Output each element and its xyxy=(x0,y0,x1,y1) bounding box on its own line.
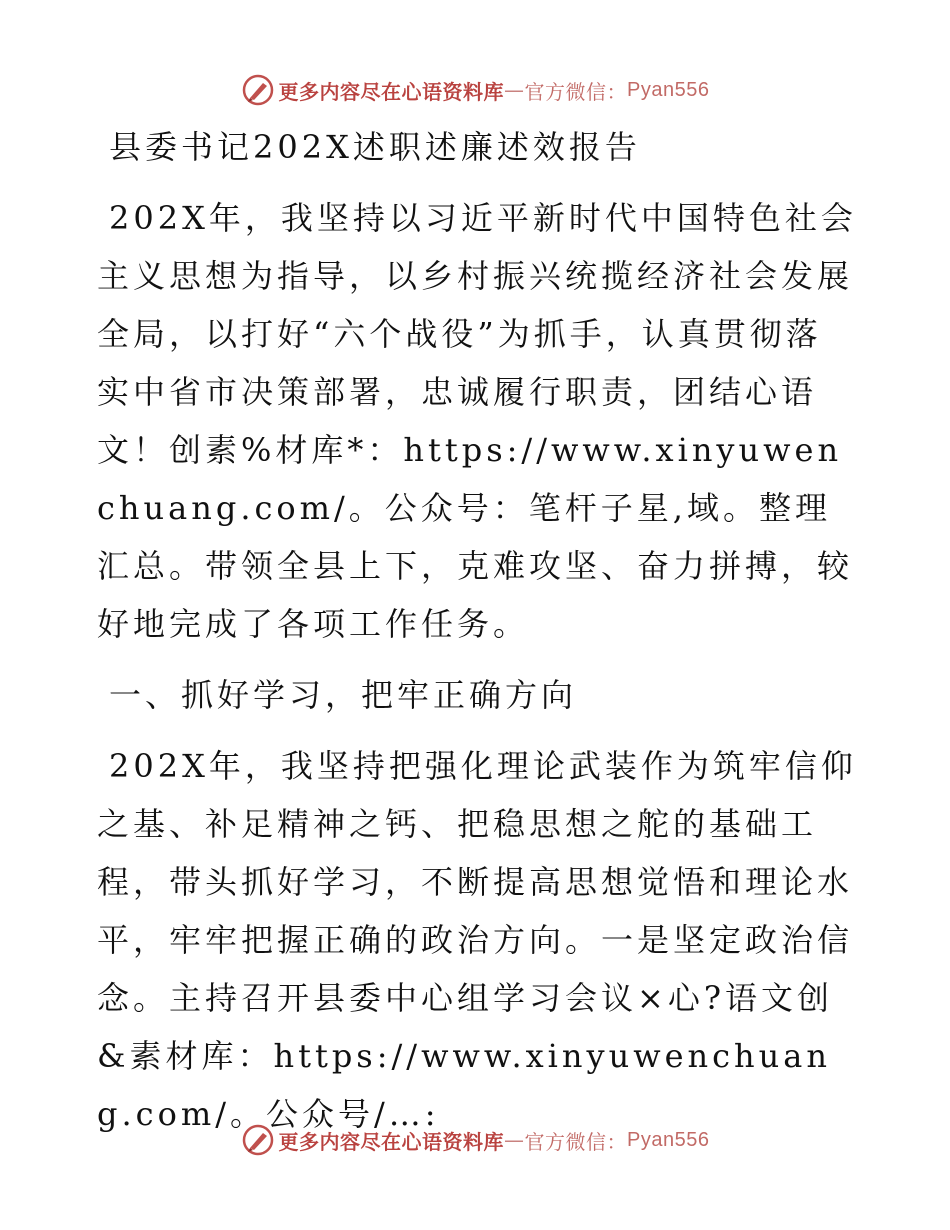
pen-logo-icon xyxy=(241,1123,275,1157)
spacer xyxy=(97,653,857,666)
watermark-banner-bottom xyxy=(0,1120,950,1160)
watermark-sub-text: 官方微信： xyxy=(524,79,628,104)
section-heading-1: 一、抓好学习，把牢正确方向 xyxy=(109,676,578,714)
watermark-wechat-id: Pyan556 xyxy=(627,1128,710,1151)
paragraph-intro: 202X年，我坚持以习近平新时代中国特色社会主义思想为指导，以乡村振兴统揽经济社会发展全局，以打好“六个战役”为抓手，认真贯彻落实中省市决策部署，忠诚履行职责，团结心语文！创素%材库*：https://www.xinyuwenchuang.com/。公众号：笔杆子星,域。整理汇总。带领全县上下，克难攻坚、奋力拼搏，较好地完成了各项工作任务。 xyxy=(97,199,857,643)
watermark-wechat-id: Pyan556 xyxy=(627,78,710,101)
document-title: 县委书记202X述职述廉述效报告 xyxy=(109,128,641,166)
paragraph-section-1: 202X年，我坚持把强化理论武装作为筑牢信仰之基、补足精神之钙、把稳思想之舵的基础工程，带头抓好学习，不断提高思想觉悟和理论水平，牢牢把握正确的政治方向。一是坚定政治信念。主持召开县委中心组学习会议×心?语文创&素材库：https://www.xinyuwenchuang.com/。公众号/…: xyxy=(97,747,857,1133)
spacer xyxy=(97,724,857,737)
watermark-dash: — xyxy=(504,1128,525,1152)
watermark-dash: — xyxy=(504,78,525,102)
watermark-main-text: 更多内容尽在心语资料库 xyxy=(278,79,505,104)
watermark-sub-text: 官方微信： xyxy=(524,1129,628,1154)
document-body xyxy=(97,118,857,1143)
pen-logo-icon xyxy=(241,73,275,107)
spacer xyxy=(97,176,857,189)
watermark-main-text: 更多内容尽在心语资料库 xyxy=(278,1129,505,1154)
watermark-banner-top xyxy=(0,70,950,110)
